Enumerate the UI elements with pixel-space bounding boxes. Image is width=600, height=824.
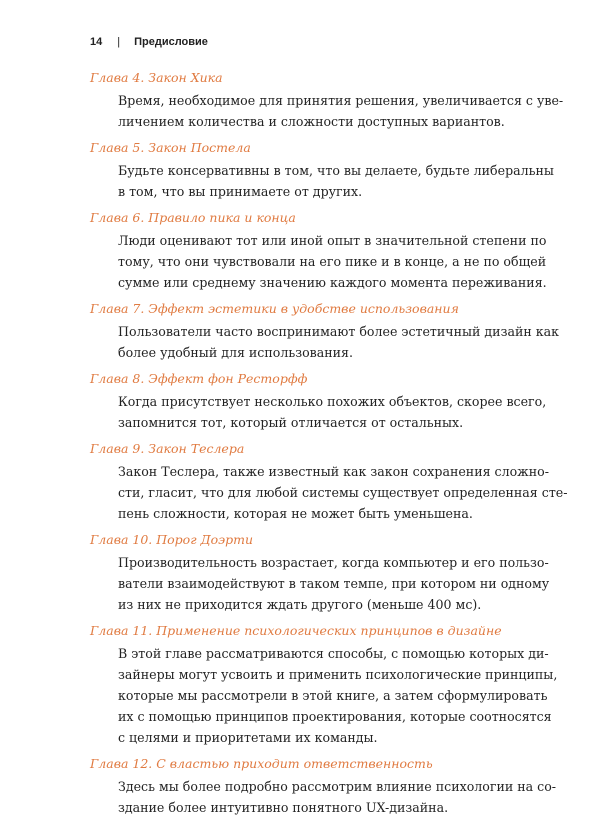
description-line: Будьте консервативны в том, что вы делаете, будьте либеральны (118, 163, 554, 178)
description-line: личением количества и сложности доступных вариантов. (118, 114, 505, 129)
chapter-description (118, 321, 559, 363)
chapter-title: Глава 11. Применение психологических принципов в дизайне (90, 623, 502, 638)
chapter-entry (90, 754, 557, 818)
description-line: Люди оценивают тот или иной опыт в значительной степени по (118, 233, 547, 248)
description-line: их с помощью принципов проектирования, которые соотносятся (118, 709, 552, 724)
chapter-title: Глава 5. Закон Постела (90, 140, 251, 155)
chapter-title: Глава 9. Закон Теслера (90, 441, 245, 456)
description-line: В этой главе рассматриваются способы, с помощью которых ди- (118, 646, 549, 661)
description-line: Производительность возрастает, когда компьютер и его пользо- (118, 555, 549, 570)
description-line: здание более интуитивно понятного UX-дизайна. (118, 800, 449, 815)
chapter-title: Глава 6. Правило пика и конца (90, 210, 296, 225)
chapter-entry (90, 299, 559, 363)
chapter-entry (90, 208, 547, 293)
chapter-description (118, 552, 550, 615)
chapter-description (118, 160, 554, 202)
description-line: с целями и приоритетами их команды. (118, 730, 378, 745)
running-head (90, 36, 208, 48)
chapter-list (90, 68, 568, 824)
description-line: из них не приходится ждать другого (меньше 400 мс). (118, 597, 482, 612)
section-title: Предисловие (134, 36, 208, 48)
description-line: в том, что вы принимаете от других. (118, 184, 363, 199)
chapter-description (118, 90, 564, 132)
description-line: ватели взаимодействуют в таком темпе, при котором ни одному (118, 576, 550, 591)
chapter-title: Глава 4. Закон Хика (90, 70, 223, 85)
chapter-description (118, 461, 568, 524)
description-line: тому, что они чувствовали на его пике и в конце, а не по общей (118, 254, 547, 269)
chapter-description (118, 776, 557, 818)
chapter-entry (90, 369, 547, 433)
chapter-title: Глава 12. С властью приходит ответственность (90, 756, 433, 771)
description-line: сумме или среднему значению каждого момента переживания. (118, 275, 547, 290)
description-line: сти, гласит, что для любой системы существует определенная сте- (118, 485, 568, 500)
description-line: запомнится тот, который отличается от остальных. (118, 415, 464, 430)
description-line: зайнеры могут усвоить и применить психологические принципы, (118, 667, 558, 682)
description-line: которые мы рассмотрели в этой книге, а затем сформулировать (118, 688, 548, 703)
description-line: Пользователи часто воспринимают более эстетичный дизайн как (118, 324, 559, 339)
chapter-entry (90, 138, 554, 202)
description-line: пень сложности, которая не может быть уменьшена. (118, 506, 473, 521)
chapter-title: Глава 7. Эффект эстетики в удобстве использования (90, 301, 459, 316)
description-line: более удобный для использования. (118, 345, 353, 360)
chapter-entry (90, 621, 558, 748)
chapter-title: Глава 10. Порог Доэрти (90, 532, 254, 547)
description-line: Когда присутствует несколько похожих объектов, скорее всего, (118, 394, 547, 409)
chapter-title: Глава 8. Эффект фон Ресторфф (90, 371, 308, 386)
description-line: Время, необходимое для принятия решения, увеличивается с уве- (118, 93, 564, 108)
chapter-description (118, 391, 547, 433)
chapter-description (118, 230, 547, 293)
header-divider: | (117, 36, 121, 48)
page-number: 14 (90, 36, 103, 48)
chapter-entry (90, 439, 568, 524)
description-line: Здесь мы более подробно рассмотрим влияние психологии на со- (118, 779, 557, 794)
chapter-entry (90, 68, 564, 132)
description-line: Закон Теслера, также известный как закон сохранения сложно- (118, 464, 549, 479)
chapter-entry (90, 530, 550, 615)
chapter-description (118, 643, 558, 748)
